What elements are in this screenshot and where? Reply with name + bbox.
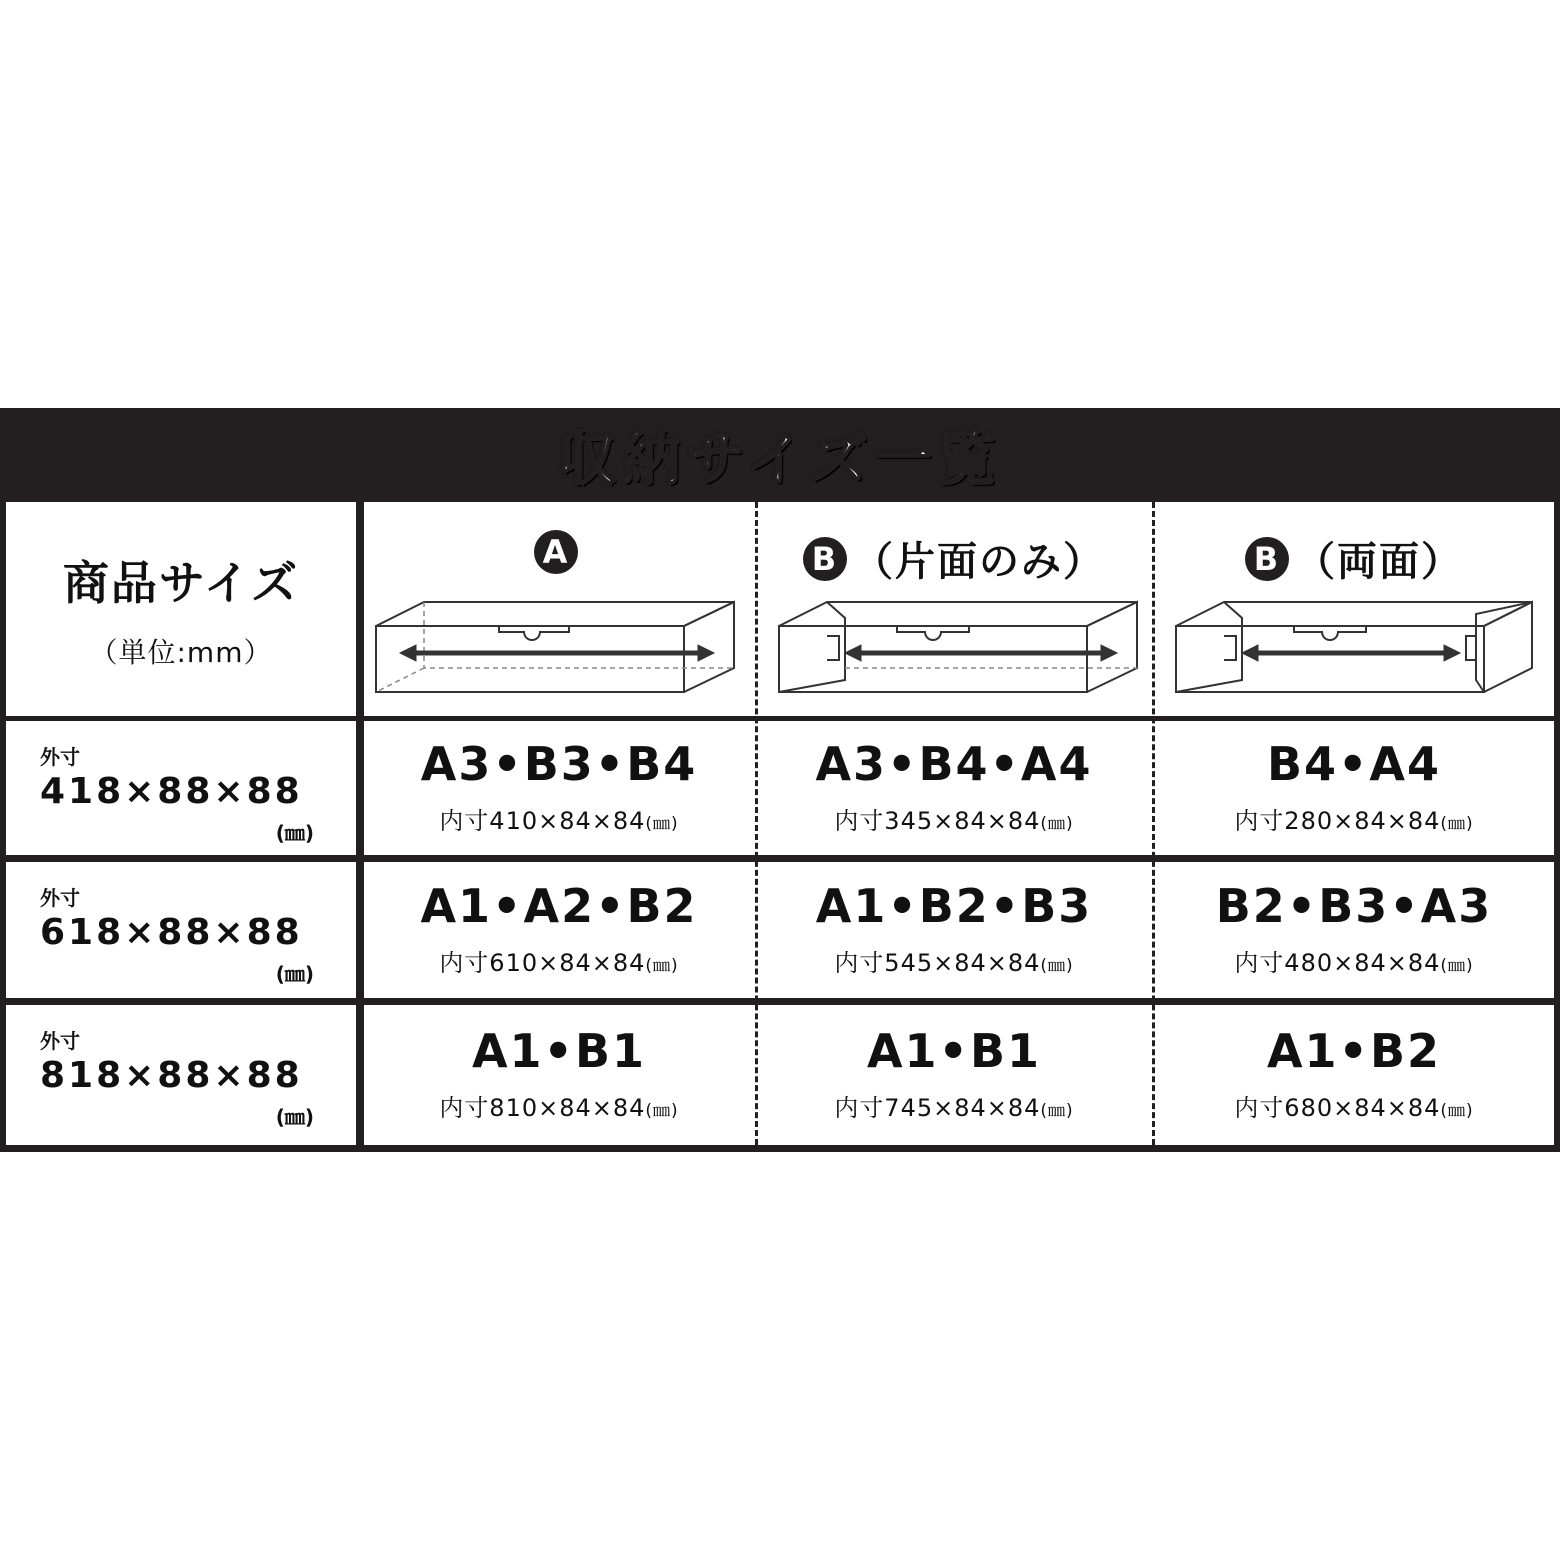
column-b-both-label: （両面） — [1295, 539, 1463, 585]
capacity-cell — [364, 1005, 754, 1145]
capacity-cell — [1154, 862, 1554, 998]
badge-b-icon: B — [803, 537, 847, 581]
table-row-cell — [364, 721, 1554, 855]
outer-unit: (㎜) — [275, 1105, 314, 1129]
title-bar — [0, 408, 1560, 500]
inner-unit: (㎜) — [1040, 1100, 1074, 1121]
table-row-cell — [364, 862, 1554, 998]
inner-dims: 内寸610×84×84 — [439, 948, 646, 977]
inner-dims: 内寸545×84×84 — [834, 948, 1041, 977]
capacity-cell — [757, 1005, 1151, 1145]
size-header-unit: （単位:mm） — [89, 636, 273, 669]
inner-dims: 内寸480×84×84 — [1234, 948, 1441, 977]
row-head-818 — [6, 1005, 356, 1145]
paper-sizes: A1•B1 — [471, 1023, 647, 1078]
size-header-title: 商品サイズ — [62, 556, 300, 610]
paper-sizes: B4•A4 — [1266, 736, 1442, 791]
inner-unit: (㎜) — [1440, 955, 1474, 976]
page-title: 収納サイズ一覧 — [558, 425, 1002, 493]
outer-dims: 418×88×88 — [40, 771, 303, 812]
outer-label: 外寸 — [40, 745, 80, 769]
capacity-cell — [1154, 1005, 1554, 1145]
badge-a-icon: A — [534, 530, 578, 574]
capacity-cell — [1154, 721, 1554, 855]
paper-sizes: A3•B4•A4 — [815, 736, 1093, 791]
paper-sizes: A1•B1 — [866, 1023, 1042, 1078]
paper-sizes: B2•B3•A3 — [1215, 878, 1493, 933]
column-header-b-both — [1154, 502, 1554, 716]
capacity-cell — [364, 862, 754, 998]
table-row-cell — [364, 1005, 1554, 1145]
column-header-a — [364, 502, 754, 716]
row-head-418 — [6, 721, 356, 855]
inner-unit: (㎜) — [1440, 813, 1474, 834]
outer-dims: 618×88×88 — [40, 912, 303, 953]
row-head-618 — [6, 862, 356, 998]
paper-sizes: A1•B2 — [1266, 1023, 1442, 1078]
paper-sizes: A3•B3•B4 — [420, 736, 698, 791]
capacity-cell — [757, 862, 1151, 998]
column-header-b-single — [757, 502, 1151, 716]
column-divider — [755, 502, 758, 1145]
inner-dims: 内寸345×84×84 — [834, 806, 1041, 835]
column-header-area — [364, 502, 1554, 716]
inner-dims: 内寸280×84×84 — [1234, 806, 1441, 835]
column-divider — [1152, 502, 1155, 1145]
paper-sizes: A1•B2•B3 — [815, 878, 1093, 933]
inner-unit: (㎜) — [1440, 1100, 1474, 1121]
inner-dims: 内寸680×84×84 — [1234, 1093, 1441, 1122]
size-table — [0, 498, 1560, 1152]
outer-label: 外寸 — [40, 886, 80, 910]
paper-sizes: A1•A2•B2 — [420, 878, 698, 933]
column-b-single-label: （片面のみ） — [853, 539, 1105, 585]
outer-unit: (㎜) — [275, 821, 314, 845]
outer-dims: 818×88×88 — [40, 1055, 303, 1096]
inner-unit: (㎜) — [645, 1100, 679, 1121]
capacity-cell — [364, 721, 754, 855]
outer-label: 外寸 — [40, 1029, 80, 1053]
inner-unit: (㎜) — [1040, 813, 1074, 834]
capacity-cell — [757, 721, 1151, 855]
box-type-b-both-icon — [1154, 596, 1554, 706]
inner-unit: (㎜) — [645, 813, 679, 834]
inner-dims: 内寸410×84×84 — [439, 806, 646, 835]
inner-dims: 内寸810×84×84 — [439, 1093, 646, 1122]
inner-unit: (㎜) — [1040, 955, 1074, 976]
size-header-cell — [6, 502, 356, 716]
inner-dims: 内寸745×84×84 — [834, 1093, 1041, 1122]
outer-unit: (㎜) — [275, 962, 314, 986]
inner-unit: (㎜) — [645, 955, 679, 976]
badge-b-icon: B — [1245, 537, 1289, 581]
box-type-b-single-icon — [757, 596, 1151, 706]
box-type-a-icon — [364, 596, 754, 706]
